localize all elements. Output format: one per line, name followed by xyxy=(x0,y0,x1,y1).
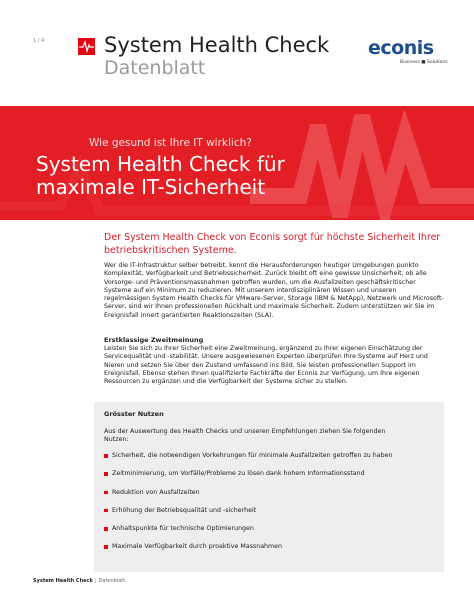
page-title: System Health Check xyxy=(104,33,330,57)
list-item xyxy=(104,470,434,478)
footer xyxy=(33,578,125,584)
bullet-icon xyxy=(104,545,108,549)
list-item-text: Anhaltspunkte für technische Optimierungen xyxy=(112,525,254,533)
bullet-icon xyxy=(104,454,108,458)
list-item-text: Erhöhung der Betriebsqualität und -sicherheit xyxy=(112,506,257,514)
intro-text: Der System Health Check von Econis sorgt für höchste Sicherheit Ihrer betriebskritischen Systeme. xyxy=(104,232,441,256)
bullet-icon xyxy=(104,527,108,531)
brand-tagline: Business ■ Solutions xyxy=(400,60,448,65)
heartbeat-logo-icon xyxy=(78,38,95,55)
page-subtitle: Datenblatt xyxy=(104,57,206,79)
banner-kicker: Wie gesund ist Ihre IT wirklich? xyxy=(89,137,252,149)
brand-logo xyxy=(368,37,448,65)
section-heading-second-opinion: Erstklassige Zweitmeinung xyxy=(104,336,204,344)
list-item xyxy=(104,489,434,497)
list-item-text: Zeitminimierung, um Vorfälle/Probleme zu lösen dank hohem Informationsstand xyxy=(112,470,365,478)
list-item xyxy=(104,525,434,533)
bullet-icon xyxy=(104,491,108,495)
list-item-text: Maximale Verfügbarkeit durch proaktive Massnahmen xyxy=(112,543,283,551)
list-item xyxy=(104,452,434,460)
list-item xyxy=(104,507,434,515)
benefits-intro: Aus der Auswertung des Health Checks und unseren Empfehlungen ziehen Sie folgenden Nutzen: xyxy=(104,428,386,444)
body-paragraph-1: Wer die IT-Infrastruktur selber betreibt, kennt die Herausforderungen heutiger Umgebungen punkto Komplexität, Verfügbarkeit und Betriebssicherheit. Zurück bleibt oft eine gewisse Unsicherheit, ob alle Vorsorge- und Präventionsmassnahmen getroffen wurden, um die Ausfallzeiten geschäftskritischer Systeme auf ein Minimum zu reduzieren. Mit unserem interdisziplinären Wissen und unseren regelmässigen System Health Checks für VMware-Server, Storage (IBM & NetApp), Netzwerk und Microsoft-Server, sind wir Ihnen professionellen Rückhalt und maximale Sicherheit. Zudem unterstützen wir Sie im Ereignisfall innert garantierten Reaktionszeiten (SLA). xyxy=(104,262,444,319)
benefits-title: Grösster Nutzen xyxy=(104,410,164,418)
footer-subtitle: Datenblatt xyxy=(98,578,126,584)
list-item xyxy=(104,543,434,551)
footer-title: System Health Check xyxy=(33,578,93,584)
bullet-icon xyxy=(104,509,108,513)
bullet-icon xyxy=(104,472,108,476)
page-number: 1 / 4 xyxy=(33,38,45,44)
list-item-text: Sicherheit, die notwendigen Vorkehrungen für minimale Ausfallzeiten getroffen zu haben xyxy=(112,452,393,459)
footer-separator: | xyxy=(94,578,97,584)
benefits-list xyxy=(104,452,434,552)
brand-name: econis xyxy=(368,37,434,59)
list-item-text: Reduktion von Ausfallzeiten xyxy=(112,488,200,496)
banner-headline: System Health Check für maximale IT-Sicherheit xyxy=(36,152,285,199)
body-paragraph-2: Leisten Sie sich zu Ihrer Sicherheit eine Zweitmeinung, ergänzend zu Ihrer eigenen Einschätzung der Servicequalität und -stabilität. Unsere ausgewiesenen Experten überprüfen Ihre Systeme auf Herz und Nieren und setzen Sie über den Zustand umfassend ins Bild. Sie leisten professionellen Support im Ereignisfall. Ebenso stehen Ihnen qualifizierte Fachkräfte der Econis zur Verfügung, um Ihre eigenen Ressourcen zu ergänzen und die Verfügbarkeit der Systeme sicher zu stellen. xyxy=(104,345,428,386)
